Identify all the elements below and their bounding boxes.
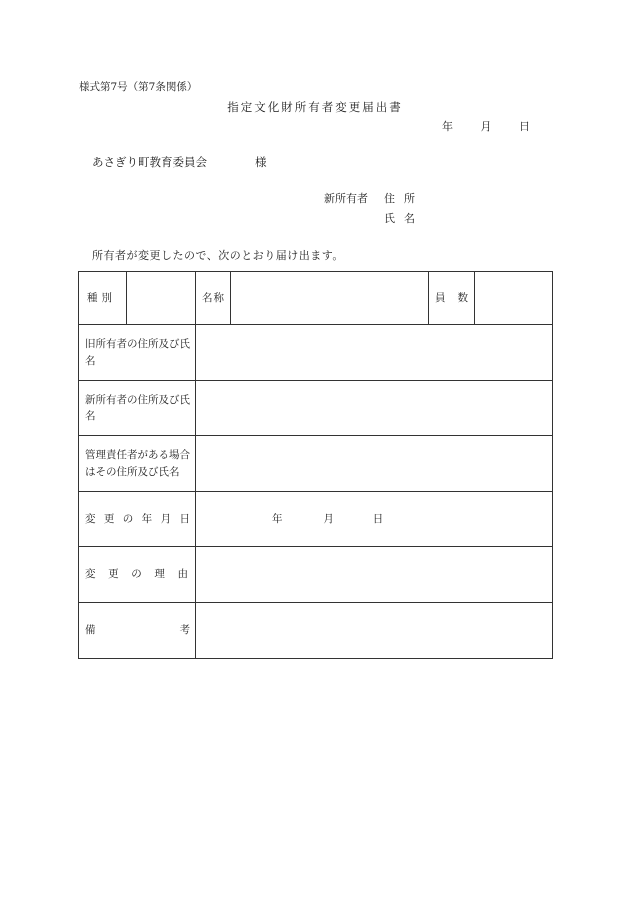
count-label-char: 員: [435, 291, 446, 304]
change-reason-label-cell: [79, 547, 196, 603]
notification-form-table: [78, 271, 553, 659]
change-date-label: [79, 511, 195, 527]
intro-text: 所有者が変更したので、次のとおり届け出ます。: [92, 249, 344, 262]
change-date-value-cell[interactable]: [196, 492, 553, 547]
change-date-label-char: 年: [141, 512, 153, 525]
remarks-row: [79, 603, 553, 659]
type-label-char: 種: [87, 291, 98, 304]
change-date-label-char: 更: [103, 512, 115, 525]
count-label-char: 数: [457, 291, 468, 304]
manager-label-cell: [79, 436, 196, 492]
change-reason-label-char: 由: [177, 568, 188, 581]
change-reason-value-cell[interactable]: [196, 547, 553, 603]
document-title: 指定文化財所有者変更届出書: [227, 100, 403, 114]
previous-owner-value-cell[interactable]: [196, 325, 553, 381]
count-label-cell: [429, 272, 475, 325]
count-label: [429, 290, 474, 306]
form-number: 様式第7号（第7条関係）: [79, 81, 198, 93]
honorific: 様: [255, 155, 267, 169]
name-label-char: 名: [202, 291, 213, 304]
change-date-label-cell: [79, 492, 196, 547]
remarks-label-cell: [79, 603, 196, 659]
top-row: [79, 272, 553, 325]
change-date-label-char: の: [122, 512, 134, 525]
previous-owner-row: [79, 325, 553, 381]
year-label: 年: [442, 120, 453, 133]
submission-date: [442, 120, 530, 133]
name-label-cell: [196, 272, 231, 325]
new-owner-value-cell[interactable]: [196, 381, 553, 436]
change-reason-label: [79, 566, 195, 582]
new-owner-label: 新所有者: [324, 192, 368, 205]
month-label: 月: [480, 120, 492, 133]
new-owner-row-label: 新所有者の住所及び氏名: [85, 393, 190, 422]
day-label: 日: [519, 120, 530, 133]
new-owner-row: [79, 381, 553, 436]
remarks-label-char: 考: [179, 624, 190, 637]
remarks-value-cell[interactable]: [196, 603, 553, 659]
remarks-label: [79, 622, 195, 638]
type-label-char: 別: [101, 291, 112, 304]
change-month-label: 月: [323, 512, 334, 525]
type-label: [79, 290, 126, 306]
previous-owner-label: 旧所有者の住所及び氏名: [85, 338, 190, 367]
change-date-value[interactable]: [196, 511, 552, 527]
addressee: あさぎり町教育委員会: [92, 155, 207, 169]
manager-value-cell[interactable]: [196, 436, 553, 492]
change-date-label-char: 日: [179, 512, 190, 525]
manager-label: 管理責任者がある場合はその住所及び氏名: [85, 449, 190, 478]
name-label: 氏名: [384, 212, 424, 225]
name-label: [196, 290, 230, 306]
name-value-cell[interactable]: [231, 272, 429, 325]
change-reason-label-char: 変: [85, 568, 96, 581]
type-value-cell[interactable]: [127, 272, 196, 325]
count-value-cell[interactable]: [475, 272, 553, 325]
change-year-label: 年: [272, 512, 283, 525]
type-label-cell: [79, 272, 127, 325]
address-label: 住所: [384, 192, 424, 205]
change-date-label-char: 月: [160, 512, 172, 525]
new-owner-label-cell: [79, 381, 196, 436]
manager-row: [79, 436, 553, 492]
change-date-label-char: 変: [85, 512, 96, 525]
change-reason-label-char: 更: [108, 568, 119, 581]
remarks-label-char: 備: [85, 624, 96, 637]
change-reason-label-char: 理: [154, 568, 165, 581]
previous-owner-label-cell: [79, 325, 196, 381]
change-reason-label-char: の: [131, 568, 142, 581]
change-date-row: [79, 492, 553, 547]
change-day-label: 日: [372, 512, 384, 525]
name-label-char: 称: [213, 291, 224, 304]
change-reason-row: [79, 547, 553, 603]
